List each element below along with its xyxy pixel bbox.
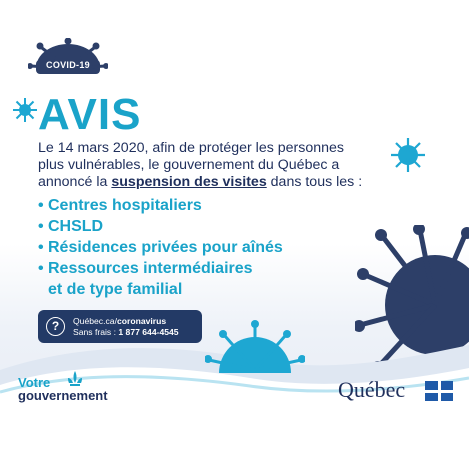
list-item (38, 258, 283, 300)
website-pre: Québec.ca/ (73, 315, 117, 326)
list-item-text: Ressources intermédiaires et de type familial (48, 260, 253, 298)
virus-small-left-icon (12, 97, 38, 123)
bullet: • (38, 218, 44, 235)
list-item (38, 195, 283, 216)
virus-right-icon (389, 136, 427, 174)
intro-paragraph (38, 140, 378, 191)
list-item-text: Centres hospitaliers (48, 197, 202, 214)
notice-title: AVIS (38, 90, 142, 139)
list-item (38, 237, 283, 258)
intro-line (38, 174, 378, 191)
list-item (38, 216, 283, 237)
covid-badge-label: COVID-19 (46, 60, 90, 70)
facility-list (38, 195, 283, 300)
website-path: coronavirus (116, 315, 167, 326)
quebec-flag-icon (425, 381, 453, 401)
fleur-de-lys-icon (66, 370, 84, 388)
list-item-text: CHSLD (48, 218, 104, 235)
virus-bottom-icon (205, 318, 305, 373)
list-item-text: Résidences privées pour aînés (48, 239, 283, 256)
suspension-highlight: suspension des visites (111, 174, 267, 190)
phone-number: 1 877 644-4545 (118, 326, 179, 337)
intro-line: Le 14 mars 2020, afin de protéger les personnes (38, 140, 345, 156)
quebec-wordmark: Québec (338, 377, 406, 402)
intro-line-post: dans tous les : (266, 174, 363, 190)
website-line[interactable] (73, 316, 179, 327)
votre-gouvernement-logo (18, 376, 108, 402)
contact-info-box[interactable] (38, 310, 202, 343)
logo-line-2: gouvernement (18, 388, 108, 403)
phone-pre: Sans frais : (73, 326, 119, 337)
intro-line-pre: annoncé la (38, 174, 112, 190)
intro-line: plus vulnérables, le gouvernement du Québec a (38, 157, 340, 173)
bullet: • (38, 260, 44, 277)
phone-line (73, 327, 179, 338)
contact-lines (73, 316, 179, 338)
logo-line-1: Votre (18, 375, 51, 390)
bullet: • (38, 239, 44, 256)
bullet: • (38, 197, 44, 214)
question-icon: ? (46, 317, 65, 336)
